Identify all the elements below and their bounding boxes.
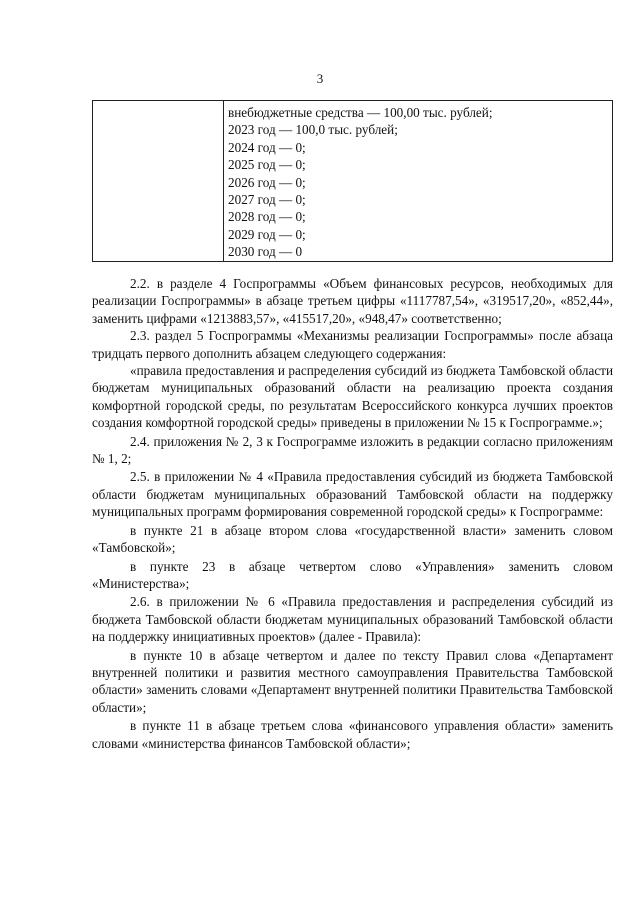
funding-line-2027: 2027 год — 0; (228, 192, 306, 208)
funding-line-2024: 2024 год — 0; (228, 139, 306, 155)
paragraph-2-6-item-10: в пункте 10 в абзаце четвертом и далее по тексту Правил слова «Департамент внутренней политики и развития местного самоуправления Правительства Тамбовской области» заменить словами «Департамент внутренней политики Правительства Тамбовской области»; (92, 647, 613, 715)
paragraph-2-4: 2.4. приложения № 2, 3 к Госпрограмме изложить в редакции согласно приложениям № 1, 2; (92, 433, 613, 467)
paragraph-2-5-item-23: в пункте 23 в абзаце четвертом слово «Управления» заменить словом «Министерства»; (92, 558, 613, 591)
paragraph-2-2: 2.2. в разделе 4 Госпрограммы «Объем финансовых ресурсов, необходимых для реализации Госпрограммы» в абзаце третьем цифры «1117787,54», «319517,20», «852,44», заменить цифрами «1213883,57», «415517,20», «948,47» соответственно; (92, 276, 613, 326)
funding-line-extrabudgetary: внебюджетные средства — 100,00 тыс. рублей; (228, 105, 493, 120)
paragraph-2-5-item-21: в пункте 21 в абзаце втором слова «государственной власти» заменить словом «Тамбовской»; (92, 522, 613, 556)
paragraph-2-3: 2.3. раздел 5 Госпрограммы «Механизмы реализации Госпрограммы» после абзаца тридцать первого дополнить абзацем следующего содержания: (92, 328, 613, 361)
funding-line-2030: 2030 год — 0 (228, 244, 303, 260)
funding-line-2026: 2026 год — 0; (228, 174, 306, 190)
page-number: 3 (316, 71, 324, 86)
table-row (93, 101, 613, 262)
table-right-cell (224, 101, 613, 262)
funding-line-2029: 2029 год — 0; (228, 226, 306, 242)
paragraph-2-3-quote: «правила предоставления и распределения субсидий из бюджета Тамбовской области бюджетам муниципальных образований области на реализацию проекта создания комфортной городской среды, по результатам Всероссийского конкурса лучших проектов создания комфортной городской среды» приведены в приложении № 15 к Госпрограмме.»; (92, 363, 613, 431)
funding-line-2023: 2023 год — 100,0 тыс. рублей; (228, 122, 398, 138)
paragraph-2-6-item-11: в пункте 11 в абзаце третьем слова «финансового управления области» заменить словами «министерства финансов Тамбовской области»; (92, 718, 613, 751)
paragraph-2-5: 2.5. в приложении № 4 «Правила предоставления субсидий из бюджета Тамбовской области бюджетам муниципальных образований Тамбовской области на поддержку муниципальных программ формирования современной городской среды» к Госпрограмме: (92, 469, 613, 520)
paragraph-2-6: 2.6. в приложении № 6 «Правила предоставления и распределения субсидий из бюджета Тамбовской области бюджетам муниципальных образований Тамбовской области на поддержку инициативных проектов» (далее - Правила): (92, 594, 613, 645)
funding-line-2025: 2025 год — 0; (228, 157, 306, 173)
funding-line-2028: 2028 год — 0; (228, 209, 306, 225)
document-body (92, 275, 613, 752)
table-left-cell (93, 101, 224, 262)
budget-table (92, 100, 613, 262)
